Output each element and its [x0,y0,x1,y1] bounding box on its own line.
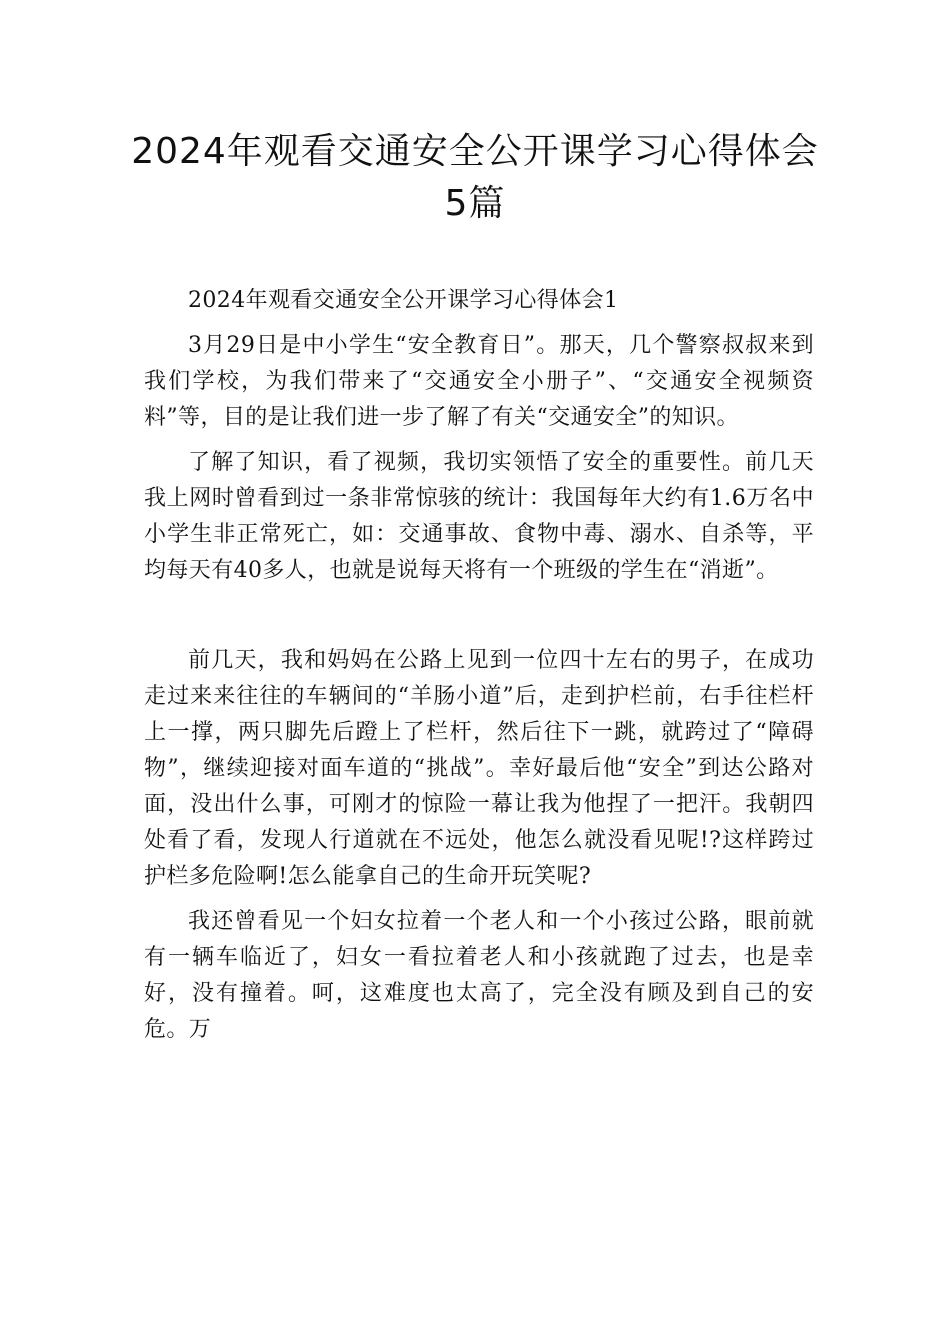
paragraph-2: 了解了知识，看了视频，我切实领悟了安全的重要性。前几天我上网时曾看到过一条非常惊骇的统计：我国每年大约有1.6万名中小学生非正常死亡，如：交通事故、食物中毒、溺水、自杀等，平均每天有40多人，也就是说每天将有一个班级的学生在“消逝”。 [144,450,814,583]
section-heading: 2024年观看交通安全公开课学习心得体会1 [188,288,619,313]
paragraph-4: 我还曾看见一个妇女拉着一个老人和一个小孩过公路，眼前就有一辆车临近了，妇女一看拉着老人和小孩就跑了过去，也是幸好，没有撞着。呵，这难度也太高了，完全没有顾及到自己的安危。万 [144,909,814,1042]
document-title-line-1: 2024年观看交通安全公开课学习心得体会 [131,131,819,172]
document-body [144,283,814,1057]
paragraph-1: 3月29日是中小学生“安全教育日”。那天，几个警察叔叔来到我们学校，为我们带来了“交通安全小册子”、“交通安全视频资料”等，目的是让我们进一步了解了有关“交通安全”的知识。 [144,333,814,430]
paragraph-3: 前几天，我和妈妈在公路上见到一位四十左右的男子，在成功走过来来往往的车辆间的“羊肠小道”后，走到护栏前，右手往栏杆上一撑，两只脚先后蹬上了栏杆，然后往下一跳，就跨过了“障碍物”，继续迎接对面车道的“挑战”。幸好最后他“安全”到达公路对面，没出什么事，可刚才的惊险一幕让我为他捏了一把汗。我朝四处看了看，发现人行道就在不远处，他怎么就没看见呢!?这样跨过护栏多危险啊!怎么能拿自己的生命开玩笑呢? [144,648,814,889]
document-title [120,126,830,230]
document-title-line-2: 5篇 [444,183,506,224]
